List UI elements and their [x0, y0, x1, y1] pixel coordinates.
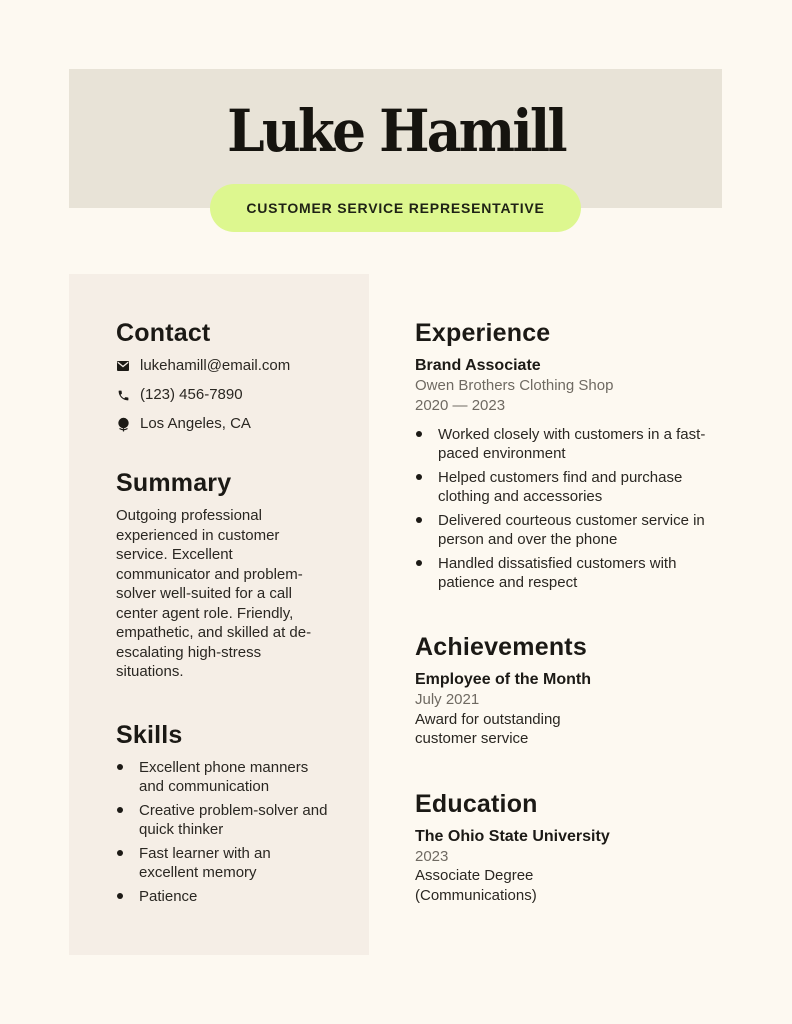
- summary-section: [116, 466, 346, 682]
- experience-heading: Experience: [415, 319, 551, 347]
- degree-text: Associate Degree (Communications): [415, 867, 537, 904]
- skill-item: Creative problem-solver and quick thinker: [116, 801, 331, 839]
- envelope-icon: [116, 359, 130, 373]
- skills-heading: Skills: [116, 720, 183, 749]
- achievements-heading: Achievements: [415, 633, 587, 661]
- job-dates: 2020 — 2023: [415, 396, 506, 414]
- job-bullet: Helped customers find and purchase clothing and accessories: [415, 468, 715, 506]
- job-bullet: Worked closely with customers in a fast-paced environment: [415, 425, 715, 463]
- phone-text: (123) 456-7890: [140, 386, 243, 403]
- achievements-section: [415, 630, 725, 749]
- experience-entry: [415, 356, 725, 592]
- education-section: [415, 787, 725, 906]
- job-title-badge: [210, 184, 581, 232]
- contact-list: [116, 356, 346, 434]
- contact-location: [116, 414, 346, 434]
- education-entry: [415, 827, 725, 906]
- achievement-description: Award for outstanding customer service: [415, 710, 561, 747]
- globe-pin-icon: [116, 417, 130, 431]
- summary-heading: Summary: [116, 469, 232, 497]
- job-bullet: Delivered courteous customer service in person and over the phone: [415, 511, 715, 549]
- contact-section: [116, 316, 346, 434]
- email-text: lukehamill@email.com: [140, 357, 291, 374]
- graduation-year: 2023: [415, 847, 449, 865]
- phone-icon: [116, 388, 130, 402]
- job-role: Brand Associate: [415, 357, 541, 374]
- achievement-entry: [415, 670, 725, 749]
- job-title-text: CUSTOMER SERVICE REPRESENTATIVE: [246, 200, 545, 216]
- skill-item: Excellent phone manners and communication: [116, 758, 331, 796]
- job-bullets: [415, 425, 715, 592]
- education-heading: Education: [415, 789, 538, 818]
- achievement-date: July 2021: [415, 691, 480, 708]
- achievement-title: Employee of the Month: [415, 671, 591, 688]
- candidate-name: Luke Hamill: [227, 97, 565, 165]
- job-bullet: Handled dissatisfied customers with patience and respect: [415, 554, 715, 592]
- job-company: Owen Brothers Clothing Shop: [415, 377, 614, 394]
- skill-item: Patience: [116, 887, 331, 906]
- contact-phone[interactable]: [116, 385, 346, 405]
- location-text: Los Angeles, CA: [140, 415, 251, 432]
- skills-section: [116, 718, 346, 906]
- left-column: [116, 316, 346, 938]
- summary-text: Outgoing professional experienced in customer service. Excellent communicator and problem-solver well-suited for a call center agent role. Friendly, empathetic, and skilled at de-escalating high-stress situations.: [116, 507, 312, 680]
- experience-section: [415, 316, 725, 592]
- skills-list: [116, 758, 331, 906]
- contact-heading: Contact: [116, 319, 211, 347]
- contact-email[interactable]: [116, 356, 346, 376]
- school-name: The Ohio State University: [415, 827, 610, 845]
- skill-item: Fast learner with an excellent memory: [116, 844, 331, 882]
- right-column: [415, 316, 725, 937]
